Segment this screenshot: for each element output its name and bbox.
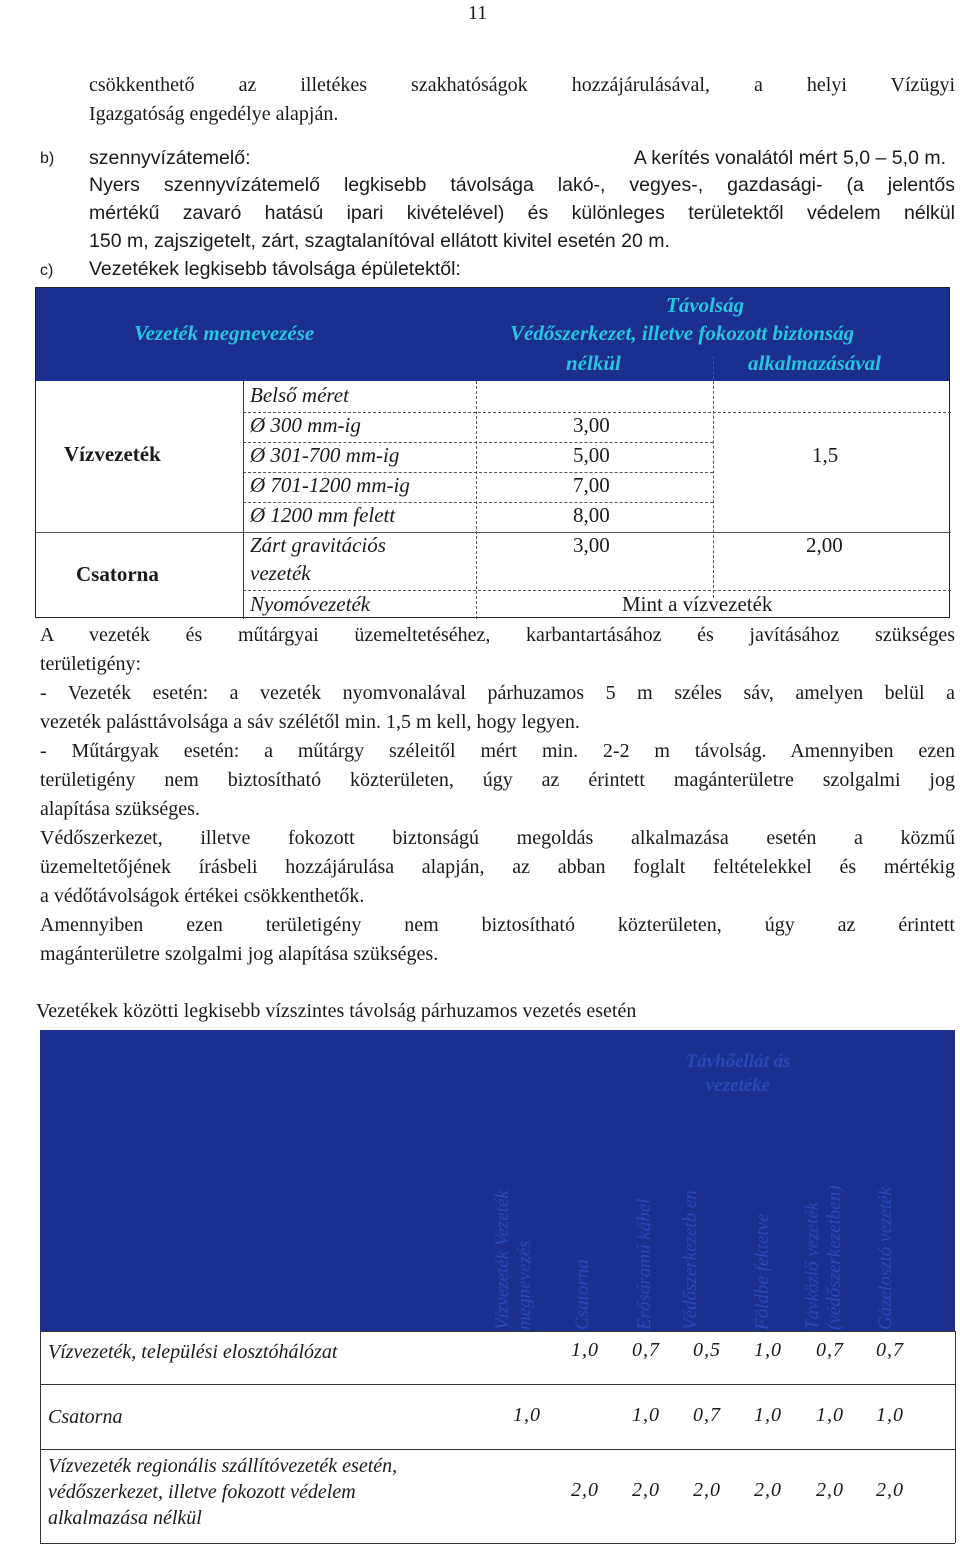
item-b-line-4: 150 m, zajszigetelt, zárt, szagtalanítóval ellátott kivitel esetén 20 m. — [89, 230, 670, 252]
parallel-distance-table — [40, 1331, 955, 1543]
item-c-label: Vezetékek legkisebb távolsága épületektől: — [89, 258, 461, 280]
para1-line-4: vezeték palásttávolsága a sáv szélétől min. 1,5 m kell, hogy legyen. — [40, 711, 580, 733]
inner-size-label: Belső méret — [250, 383, 349, 407]
water-label: Vízvezeték — [64, 442, 161, 466]
water-size-2: Ø 301-700 mm-ig — [250, 443, 400, 467]
gravity-with: 2,00 — [806, 533, 843, 557]
row3-label-1: Vízvezeték regionális szállítóvezeték esetén, — [48, 1455, 398, 1477]
row2-val-7: 1,0 — [876, 1404, 904, 1426]
gravity-line-1: Zárt gravitációs — [250, 533, 386, 557]
header-name: Vezeték megnevezése — [134, 321, 315, 345]
header-gas: Gázelosztó vezeték — [875, 1187, 896, 1330]
row3-val-7: 2,0 — [876, 1479, 904, 1501]
header-col-name: Vízvezeték Vezeték megnevezés — [492, 1190, 535, 1330]
row3-label-2: védőszerkezet, illetve fokozott védelem — [48, 1481, 356, 1503]
row2-val-3: 1,0 — [632, 1404, 660, 1426]
header-without: nélkül — [566, 351, 621, 375]
para3-line-1: Amennyiben ezen területigény nem biztosítható közterületen, úgy az érintett — [40, 914, 955, 936]
pressure-value: Mint a vízvezeték — [622, 592, 773, 616]
row3-val-4: 2,0 — [693, 1479, 721, 1501]
water-size-3: Ø 701-1200 mm-ig — [250, 473, 410, 497]
sewer-label: Csatorna — [76, 562, 159, 586]
header-power: Erősáramú kábel — [634, 1198, 655, 1330]
row1-val-6: 0,7 — [816, 1339, 844, 1361]
header-heat-ground: Földbe fektetve — [752, 1213, 773, 1330]
row3-val-5: 2,0 — [754, 1479, 782, 1501]
para1-line-3: - Vezeték esetén: a vezeték nyomvonalával párhuzamos 5 m széles sáv, amelyen belül a — [40, 682, 955, 704]
water-size-1: Ø 300 mm-ig — [250, 413, 361, 437]
table2-header — [40, 1030, 955, 1331]
row2-label: Csatorna — [48, 1406, 123, 1428]
header-heat-group: Távhőellát ás vezetéke — [685, 1051, 791, 1096]
intro-line-2: Igazgatóság engedélye alapján. — [89, 103, 339, 125]
water-value-2: 5,00 — [573, 443, 610, 467]
water-size-4: Ø 1200 mm felett — [250, 503, 396, 527]
gravity-without: 3,00 — [573, 533, 610, 557]
water-value-3: 7,00 — [573, 473, 610, 497]
water-value-1: 3,00 — [573, 413, 610, 437]
item-b-line-3: mértékű zavaró hatású ipari kivételével) és különleges területektől védelem nélkül — [89, 202, 955, 224]
gravity-line-2: vezeték — [250, 561, 311, 585]
item-c-marker: c) — [40, 262, 54, 279]
row1-val-3: 0,7 — [632, 1339, 660, 1361]
row1-val-2: 1,0 — [571, 1339, 599, 1361]
header-distance: Távolság — [666, 293, 745, 317]
para1-line-2: területigény: — [40, 653, 142, 675]
para2-line-1: Védőszerkezet, illetve fokozott biztonságú megoldás alkalmazása esetén a közmű — [40, 827, 955, 849]
para3-line-2: magánterületre szolgalmi jog alapítása szükséges. — [40, 943, 439, 965]
item-b-right: A kerítés vonalától mért 5,0 – 5,0 m. — [633, 147, 946, 169]
row2-val-1: 1,0 — [513, 1404, 541, 1426]
header-with: alkalmazásával — [748, 351, 882, 375]
header-protection: Védőszerkezet, illetve fokozott biztonság — [510, 321, 855, 345]
item-b-label: szennyvízátemelő: — [89, 147, 251, 169]
page-number: 11 — [468, 2, 488, 24]
pressure-line: Nyomóvezeték — [250, 592, 371, 616]
intro-line-1: csökkenthető az illetékes szakhatóságok hozzájárulásával, a helyi Vízügyi — [89, 74, 955, 96]
para1-line-7: alapítása szükséges. — [40, 798, 200, 820]
para1-line-6: területigény nem biztosítható közterületen, úgy az érintett magánterületre szolgalmi jog — [40, 769, 955, 791]
water-value-4: 8,00 — [573, 503, 610, 527]
row3-val-6: 2,0 — [816, 1479, 844, 1501]
building-distance-table — [35, 287, 950, 618]
row1-val-5: 1,0 — [754, 1339, 782, 1361]
water-with-value: 1,5 — [812, 443, 839, 467]
row1-label: Vízvezeték, települési elosztóhálózat — [48, 1341, 338, 1363]
row2-val-4: 0,7 — [693, 1404, 721, 1426]
table1-header — [36, 288, 949, 381]
row3-val-2: 2,0 — [571, 1479, 599, 1501]
para1-line-1: A vezeték és műtárgyai üzemeltetéséhez, karbantartásához és javításához szükséges — [40, 624, 955, 646]
para2-line-2: üzemeltetőjének írásbeli hozzájárulása alapján, az abban foglalt feltételekkel és mértékig — [40, 856, 955, 878]
row3-val-3: 2,0 — [632, 1479, 660, 1501]
row3-label-3: alkalmazása nélkül — [48, 1507, 202, 1529]
item-b-line-2: Nyers szennyvízátemelő legkisebb távolsága lakó-, vegyes-, gazdasági- (a jelentős — [89, 174, 955, 196]
row1-val-4: 0,5 — [693, 1339, 721, 1361]
header-telecom: Távközlő vezeték (védőszerkezetben) — [802, 1185, 845, 1330]
row1-val-7: 0,7 — [876, 1339, 904, 1361]
para2-line-3: a védőtávolságok értékei csökkenthetők. — [40, 885, 365, 907]
header-heat-protected: Védőszerkezetb en — [680, 1190, 701, 1330]
table2-title: Vezetékek közötti legkisebb vízszintes távolság párhuzamos vezetés esetén — [36, 1000, 637, 1022]
row2-val-5: 1,0 — [754, 1404, 782, 1426]
para1-line-5: - Műtárgyak esetén: a műtárgy széleitől mért min. 2-2 m távolság. Amennyiben ezen — [40, 740, 955, 762]
item-b-marker: b) — [40, 150, 55, 167]
header-sewer: Csatorna — [572, 1259, 593, 1330]
row2-val-6: 1,0 — [816, 1404, 844, 1426]
